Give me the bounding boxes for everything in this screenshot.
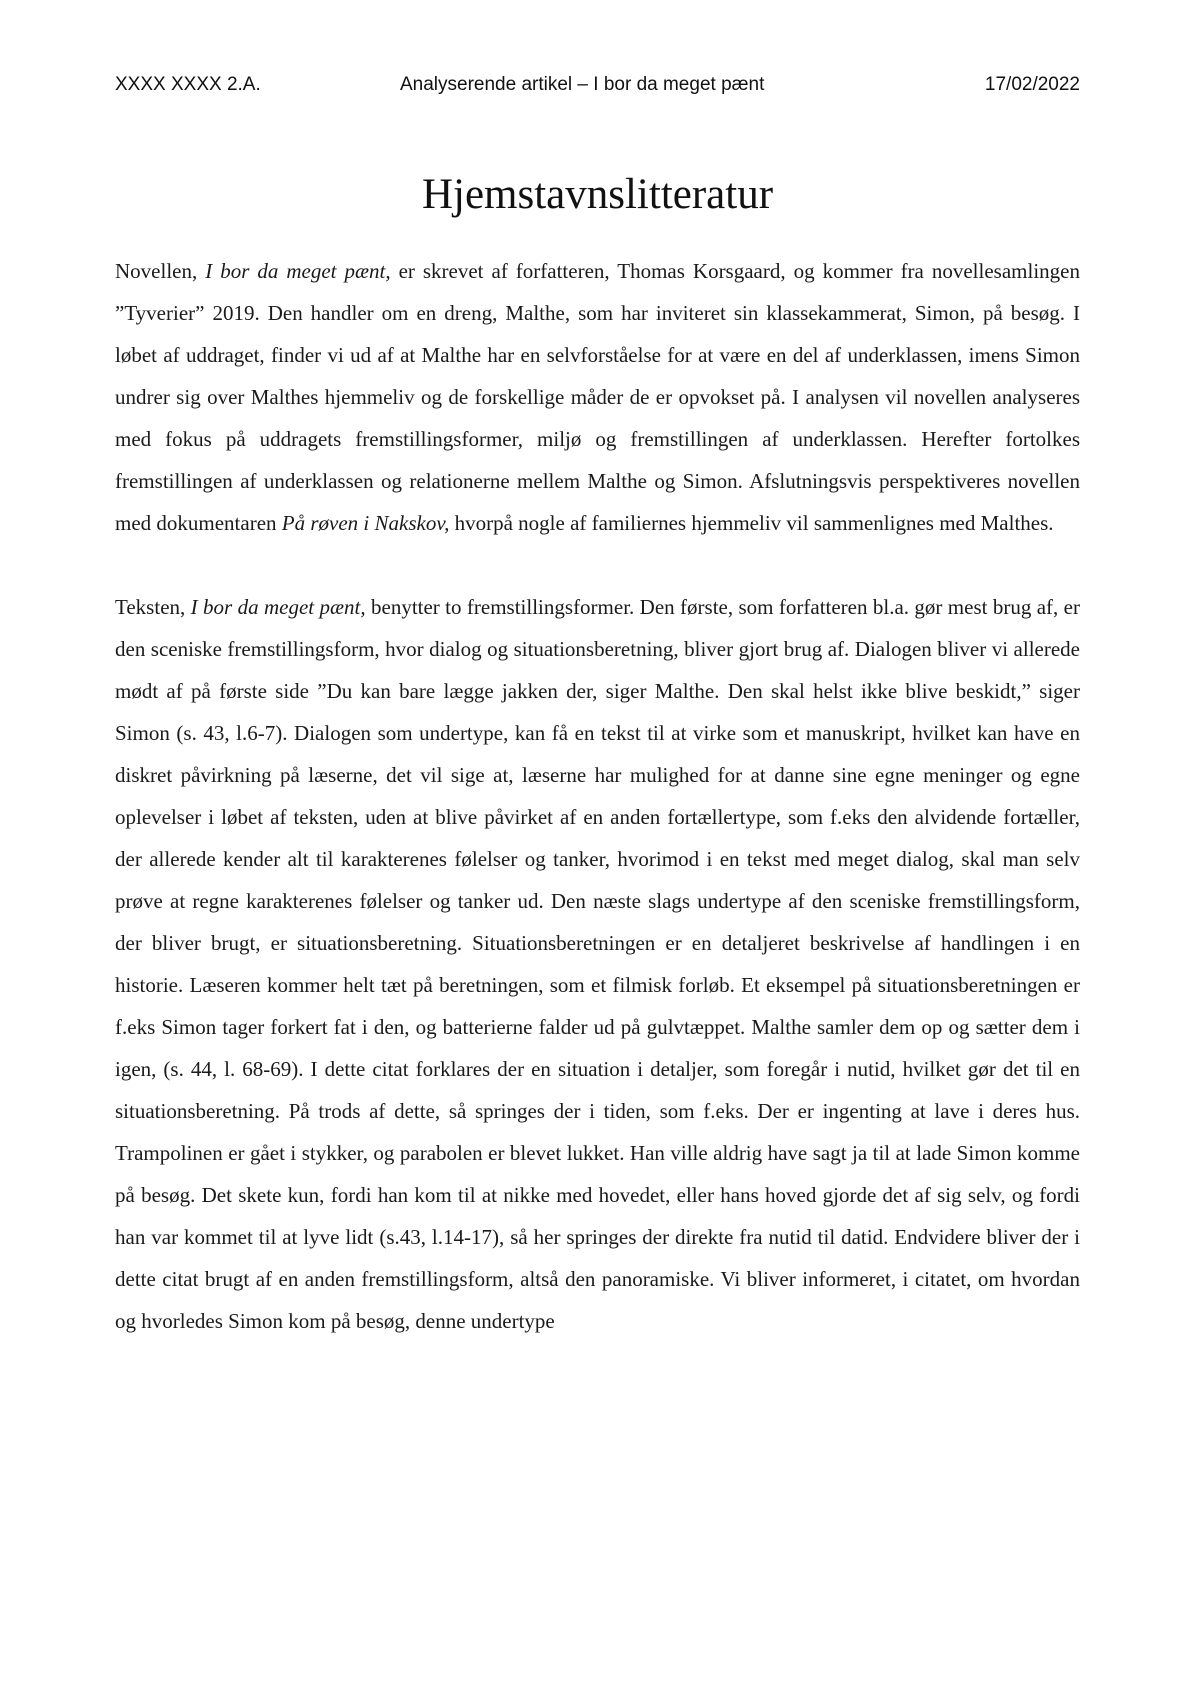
article-body xyxy=(115,250,1080,1342)
header-author-class: XXXX XXXX 2.A. xyxy=(115,74,261,95)
text-run: Novellen, xyxy=(115,259,206,283)
text-run: er skrevet af forfatteren, Thomas Korsgaard, og kommer fra novellesamlingen ”Tyverier” 2019. Den handler om en dreng, Malthe, som har inviteret sin klassekammerat, Simon, på besøg. I løbet af uddraget, finder vi ud af at Malthe har en selvforståelse for at være en del af underklassen, imens Simon undrer sig over Malthes hjemmeliv og de forskellige måder de er opvokset på. I analysen vil novellen analyseres med fokus på uddragets fremstillingsformer, miljø og fremstillingen af underklassen. Herefter fortolkes fremstillingen af underklassen og relationerne mellem Malthe og Simon. Afslutningsvis perspektiveres novellen med dokumentaren xyxy=(115,259,1080,535)
text-run: benytter to fremstillingsformer. Den første, som forfatteren bl.a. gør mest brug af, er den sceniske fremstillingsform, hvor dialog og situationsberetning, bliver gjort brug af. Dialogen bliver vi allerede mødt af på første side ”Du kan bare lægge jakken der, siger Malthe. Den skal helst ikke blive beskidt,” siger Simon (s. 43, l.6-7). Dialogen som undertype, kan få en tekst til at virke som et manuskript, hvilket kan have en diskret påvirkning på læserne, det vil sige at, læserne har mulighed for at danne sine egne meninger og egne oplevelser i løbet af teksten, uden at blive påvirket af en anden fortællertype, som f.eks den alvidende fortæller, der allerede kender alt til karakterenes følelser og tanker, hvorimod i en tekst med meget dialog, skal man selv prøve at regne karakterenes følelser og tanker ud. Den næste slags undertype af den sceniske fremstillingsform, der bliver brugt, er situationsberetning. Situationsberetningen er en detaljeret beskrivelse af handlingen i en historie. Læseren kommer helt tæt på beretningen, som et filmisk forløb. Et eksempel på situationsberetningen er f.eks Simon tager forkert fat i den, og batterierne falder ud på gulvtæppet. Malthe samler dem op og sætter dem i igen, (s. 44, l. 68-69). I dette citat forklares der en situation i detaljer, som foregår i nutid, hvilket gør det til en situationsberetning. På trods af dette, så springes der i tiden, som f.eks. Der er ingenting at lave i deres hus. Trampolinen er gået i stykker, og parabolen er blevet lukket. Han ville aldrig have sagt ja til at lade Simon komme på besøg. Det skete kun, fordi han kom til at nikke med hovedet, eller hans hoved gjorde det af sig selv, og fordi han var kommet til at lyve lidt (s.43, l.14-17), så her springes der direkte fra nutid til datid. Endvidere bliver der i dette citat brugt af en anden fremstillingsform, altså den panoramiske. Vi bliver informeret, i citatet, om hvordan og hvorledes Simon kom på besøg, denne undertype xyxy=(115,595,1080,1333)
paragraph-analysis xyxy=(115,586,1080,1342)
text-run: Teksten, xyxy=(115,595,191,619)
header-document-title: Analyserende artikel – I bor da meget pænt xyxy=(400,74,765,95)
header-date: 17/02/2022 xyxy=(984,74,1080,95)
italic-documentary-title: På røven i Nakskov, xyxy=(281,511,450,535)
italic-work-title: I bor da meget pænt, xyxy=(190,595,366,619)
paragraph-intro xyxy=(115,250,1080,544)
article-title: Hjemstavnslitteratur xyxy=(421,171,774,218)
italic-work-title: I bor da meget pænt, xyxy=(205,259,391,283)
text-run: hvorpå nogle af familiernes hjemmeliv vil sammenlignes med Malthes. xyxy=(449,511,1054,535)
page-header xyxy=(115,74,1080,104)
